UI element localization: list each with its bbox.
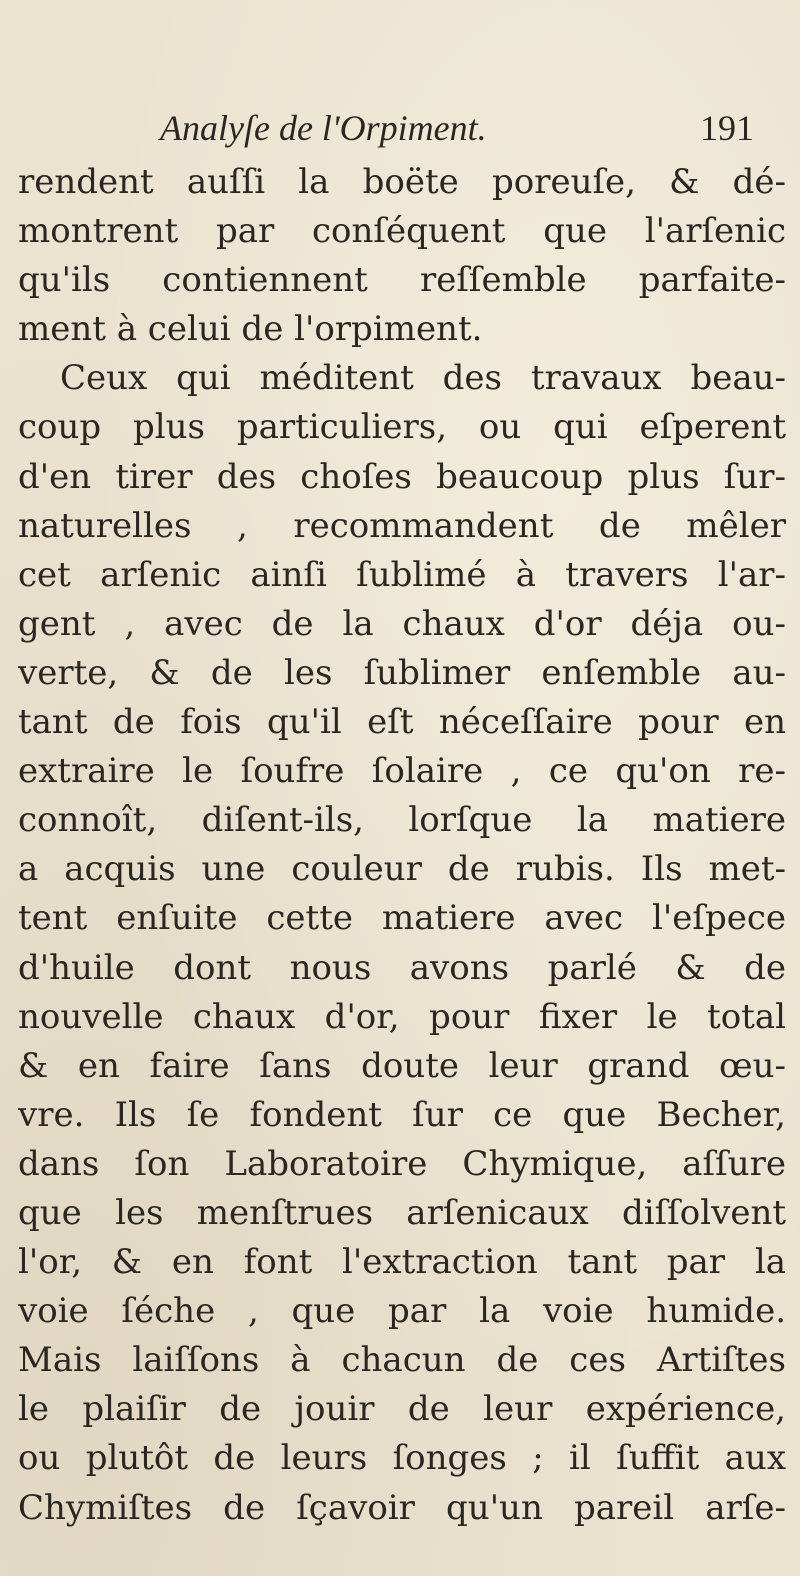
text-line: & en faire ſans doute leur grand œu- [18,1045,786,1086]
text-line: a acquis une couleur de rubis. Ils met- [18,849,786,890]
text-line: que les menſtrues arſenicaux diſſolvent [18,1192,786,1233]
text-line: d'en tirer des choſes beaucoup plus ſur- [18,456,786,497]
text-line: l'or, & en font l'extraction tant par la [18,1242,786,1283]
text-line: cet arſenic ainſi ſublimé à travers l'ar- [18,554,786,595]
text-line: coup plus particuliers, ou qui eſperent [18,407,786,448]
text-line: tant de fois qu'il eſt néceſſaire pour en [18,702,786,743]
text-line: extraire le ſoufre ſolaire , ce qu'on re- [18,751,786,792]
text-line: qu'ils contiennent reſſemble parfaite- [18,260,786,301]
page-number: 191 [700,108,754,148]
text-line: rendent auſſi la boëte poreuſe, & dé- [18,162,786,202]
text-line: ou plutôt de leurs ſonges ; il ſuffit aux [18,1438,786,1479]
text-line: Chymiſtes de ſçavoir qu'un pareil arſe- [18,1487,786,1528]
text-line: verte, & de les ſublimer enſemble au- [18,652,786,693]
body-text [18,158,786,1528]
text-line: nouvelle chaux d'or, pour fixer le total [18,996,786,1037]
text-line: gent , avec de la chaux d'or déja ou- [18,603,786,644]
text-line: voie ſéche , que par la voie humide. [18,1291,786,1332]
text-line: naturelles , recommandent de mêler [18,505,786,546]
text-line: vre. Ils ſe fondent ſur ce que Becher, [18,1094,786,1135]
text-line: montrent par conſéquent que l'arſenic [18,211,786,252]
text-line: ment à celui de l'orpiment. [18,309,483,350]
text-line: Ceux qui méditent des travaux beau- [60,358,786,399]
text-line: Mais laiſſons à chacun de ces Artiſtes [18,1340,786,1381]
text-line: connoît, diſent-ils, lorſque la matiere [18,800,786,841]
text-line: le plaiſir de jouir de leur expérience, [18,1389,786,1430]
running-title: Analyſe de l'Orpiment. [160,108,487,148]
text-line: dans ſon Laboratoire Chymique, aſſure [18,1143,786,1184]
text-line: d'huile dont nous avons parlé & de [18,947,786,988]
text-line: tent enſuite cette matiere avec l'eſpece [18,898,786,939]
